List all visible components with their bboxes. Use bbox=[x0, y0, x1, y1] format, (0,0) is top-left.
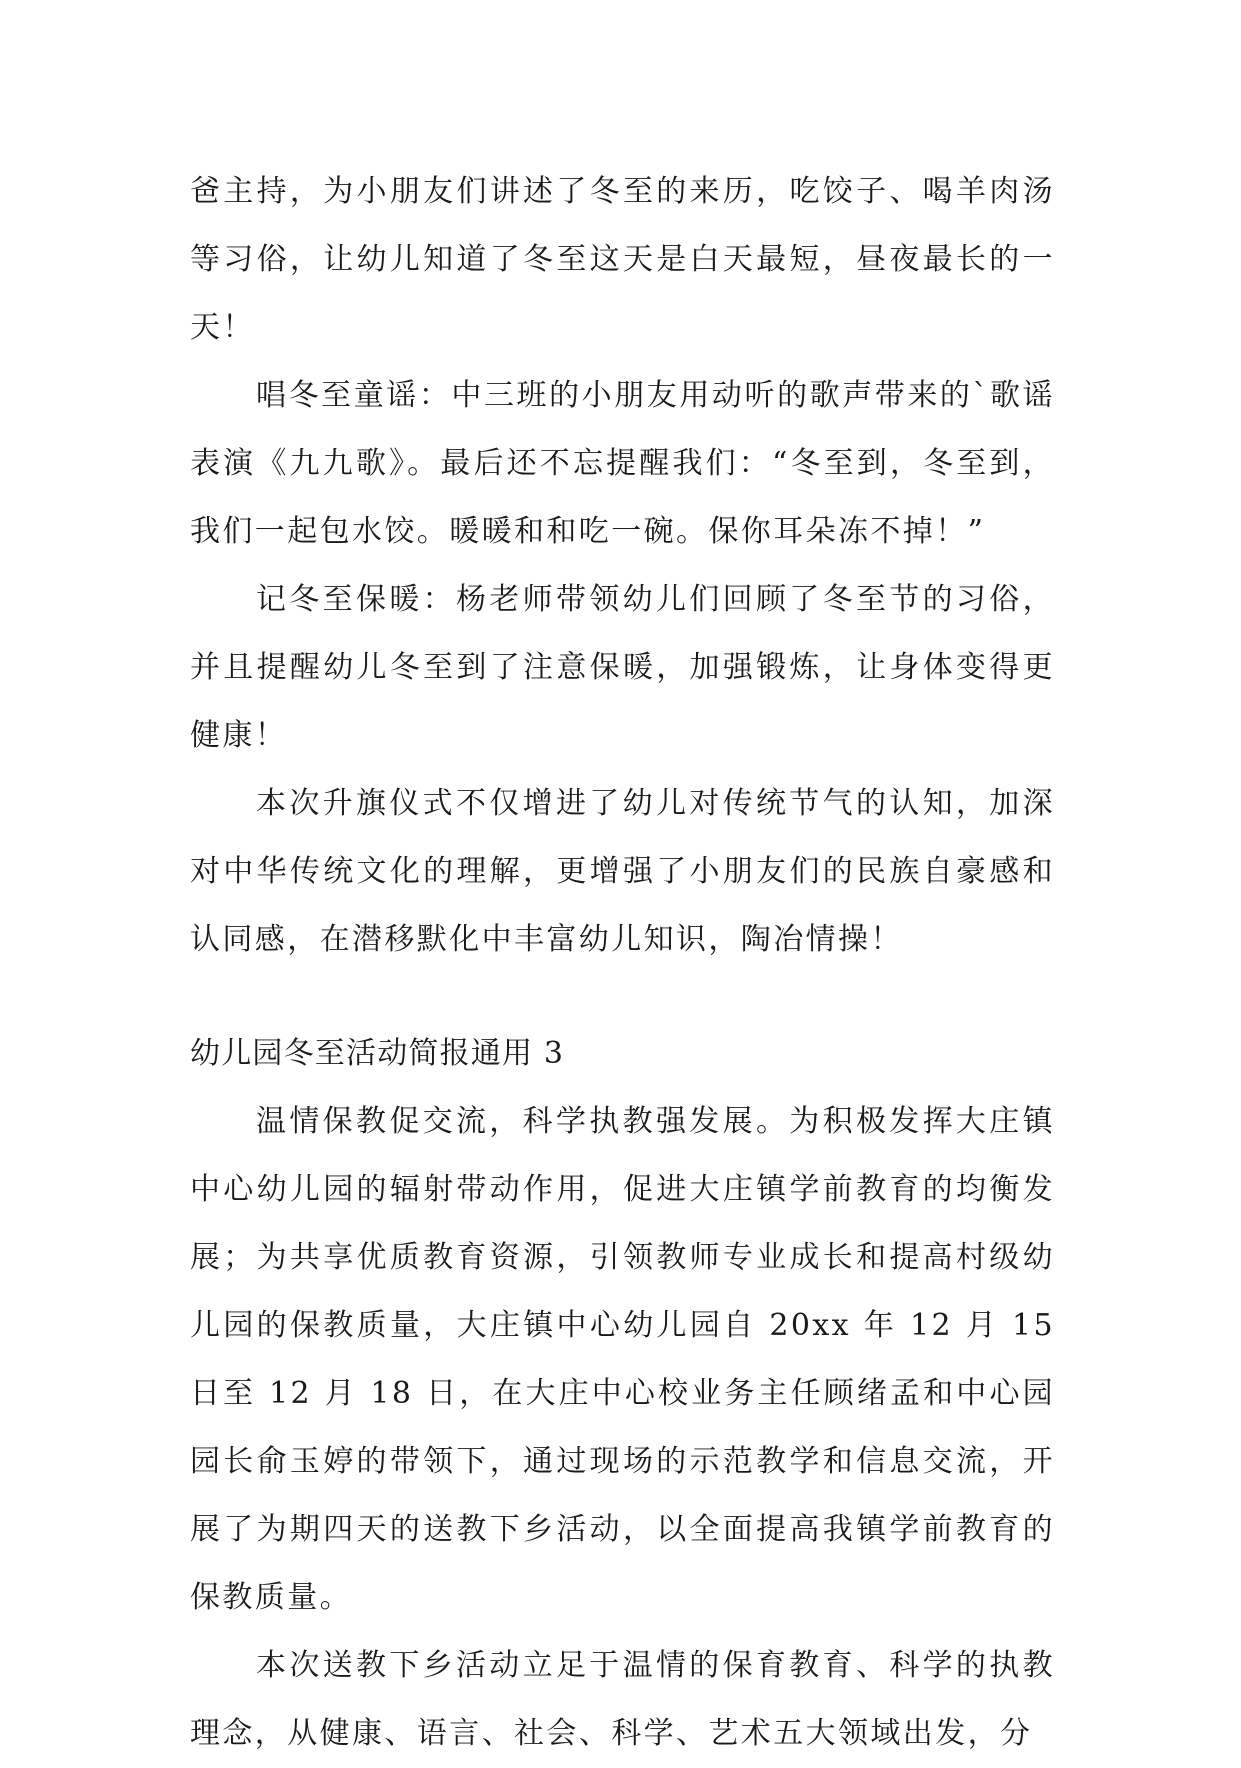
paragraph-keep-warm: 记冬至保暖：杨老师带领幼儿们回顾了冬至节的习俗，并且提醒幼儿冬至到了注意保暖，加强锻炼，让身体变得更健康！ bbox=[190, 582, 1055, 753]
document-body bbox=[190, 158, 1055, 1768]
paragraph-outreach-intro: 温情保教促交流，科学执教强发展。为积极发挥大庄镇中心幼儿园的辐射带动作用，促进大庄镇学前教育的均衡发展；为共享优质教育资源，引领教师专业成长和提高村级幼儿园的保教质量，大庄镇中心幼儿园自 20xx 年 12 月 15 日至 12 月 18 日，在大庄中心校业务主任顾绪孟和中心园园长俞玉婷的带领下，通过现场的示范教学和信息交流，开展了为期四天的送教下乡活动，以全面提高我镇学前教育的保教质量。 bbox=[190, 1104, 1055, 1615]
section-title: 幼儿园冬至活动简报通用 3 bbox=[190, 1036, 565, 1071]
paragraph-outreach-details: 本次送教下乡活动立足于温情的保育教育、科学的执教理念，从健康、语言、社会、科学、艺术五大领域出发，分 bbox=[190, 1648, 1055, 1751]
paragraph-flag-ceremony: 本次升旗仪式不仅增进了幼儿对传统节气的认知，加深对中华传统文化的理解，更增强了小朋友们的民族自豪感和认同感，在潜移默化中丰富幼儿知识，陶冶情操！ bbox=[190, 786, 1055, 957]
paragraph-nursery-rhyme: 唱冬至童谣：中三班的小朋友用动听的歌声带来的`歌谣表演《九九歌》。最后还不忘提醒我们：“冬至到，冬至到，我们一起包水饺。暖暖和和吃一碗。保你耳朵冻不掉！” bbox=[190, 378, 1055, 549]
paragraph-continuation: 爸主持，为小朋友们讲述了冬至的来历，吃饺子、喝羊肉汤等习俗，让幼儿知道了冬至这天是白天最短，昼夜最长的一天！ bbox=[190, 174, 1055, 345]
